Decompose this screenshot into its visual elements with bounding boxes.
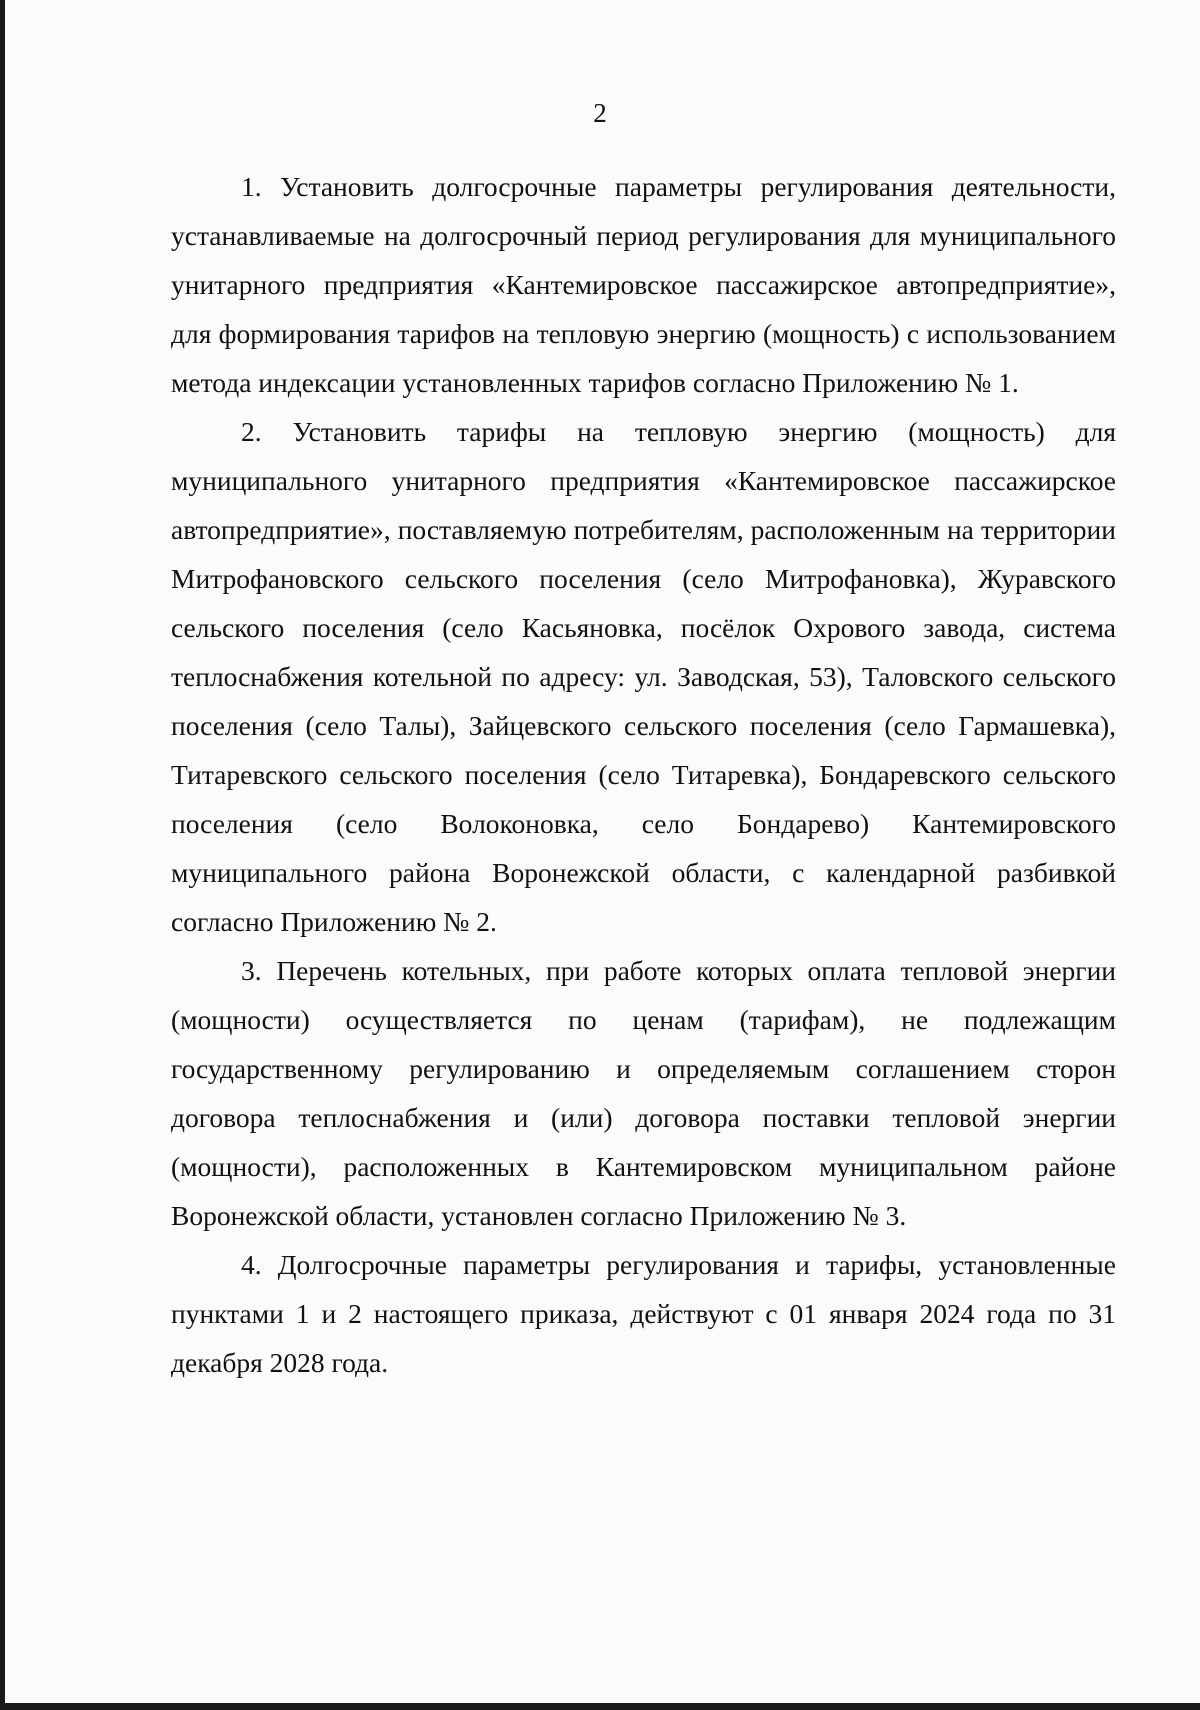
paragraph-4: 4. Долгосрочные параметры регулирования и тарифы, установленные пунктами 1 и 2 настоящего приказа, действуют с 01 января 2024 года по 31 декабря 2028 года.	[171, 1249, 1116, 1378]
page-number: 2	[593, 98, 607, 128]
scan-border-left	[0, 0, 5, 1710]
paragraph-1: 1. Установить долгосрочные параметры регулирования деятельности, устанавливаемые на долгосрочный период регулирования для муниципального унитарного предприятия «Кантемировское пассажирское автопредприятие», для формирования тарифов на тепловую энергию (мощность) с использованием метода индексации установленных тарифов согласно Приложению № 1.	[171, 171, 1116, 398]
scan-border-bottom	[0, 1703, 1200, 1710]
document-body	[171, 162, 1116, 1387]
paragraph-3: 3. Перечень котельных, при работе которых оплата тепловой энергии (мощности) осуществляется по ценам (тарифам), не подлежащим государственному регулированию и определяемым соглашением сторон договора теплоснабжения и (или) договора поставки тепловой энергии (мощности), расположенных в Кантемировском муниципальном районе Воронежской области, установлен согласно Приложению № 3.	[171, 955, 1116, 1231]
paragraph-2: 2. Установить тарифы на тепловую энергию (мощность) для муниципального унитарного предприятия «Кантемировское пассажирское автопредприятие», поставляемую потребителям, расположенным на территории Митрофановского сельского поселения (село Митрофановка), Журавского сельского поселения (село Касьяновка, посёлок Охрового завода, система теплоснабжения котельной по адресу: ул. Заводская, 53), Таловского сельского поселения (село Талы), Зайцевского сельского поселения (село Гармашевка), Титаревского сельского поселения (село Титаревка), Бондаревского сельского поселения (село Волоконовка, село Бондарево) Кантемировского муниципального района Воронежской области, с календарной разбивкой согласно Приложению № 2.	[171, 416, 1116, 937]
